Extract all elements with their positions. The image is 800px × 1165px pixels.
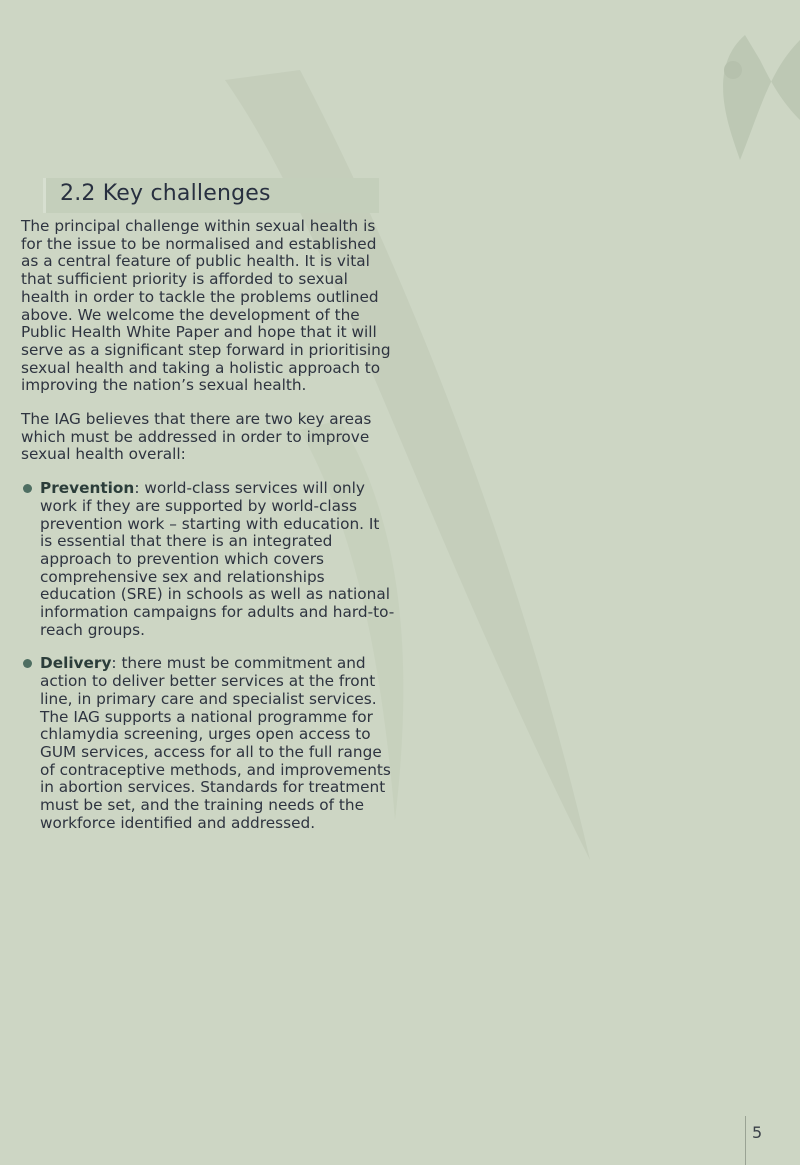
watermark-arc-right <box>723 35 800 160</box>
bullet-dot-icon <box>23 484 32 493</box>
section-heading-text: 2.2 Key challenges <box>60 181 271 206</box>
paragraph-intro: The principal challenge within sexual health is for the issue to be normalised and established as a central feature of public health. It is vital that sufficient priority is afforded to sexual health in order to tackle the problems outlined above. We welcome the development of the Public Health White Paper and hope that it will serve as a significant step forward in prioritising sexual health and taking a holistic approach to improving the nation’s sexual health. <box>21 217 391 395</box>
watermark-dot <box>724 61 742 79</box>
bullet-text: : world-class services will only work if they are supported by world-class prevention work – starting with education. It is essential that there is an integrated approach to prevention which covers comprehensive sex and relationships education (SRE) in schools as well as national information campaigns for adults and hard-to-reach groups. <box>40 479 395 639</box>
paragraph-key-areas: The IAG believes that there are two key areas which must be addressed in order to improve sexual health overall: <box>21 410 372 464</box>
bullet-dot-icon <box>23 659 32 668</box>
bullet-delivery <box>21 655 396 832</box>
bullet-text: : there must be commitment and action to deliver better services at the front line, in primary care and specialist services. The IAG supports a national programme for chlamydia screening, urges open access to GUM services, access for all to the full range of contraceptive methods, and improvements in abortion services. Standards for treatment must be set, and the training needs of the workforce identified and addressed. <box>40 654 391 832</box>
bullet-title: Delivery <box>40 654 112 673</box>
page-number-divider <box>745 1116 746 1165</box>
bullet-title: Prevention <box>40 479 135 498</box>
body-text <box>21 218 396 849</box>
section-heading <box>43 178 379 213</box>
page-number: 5 <box>752 1123 763 1142</box>
bullet-prevention <box>21 480 396 639</box>
